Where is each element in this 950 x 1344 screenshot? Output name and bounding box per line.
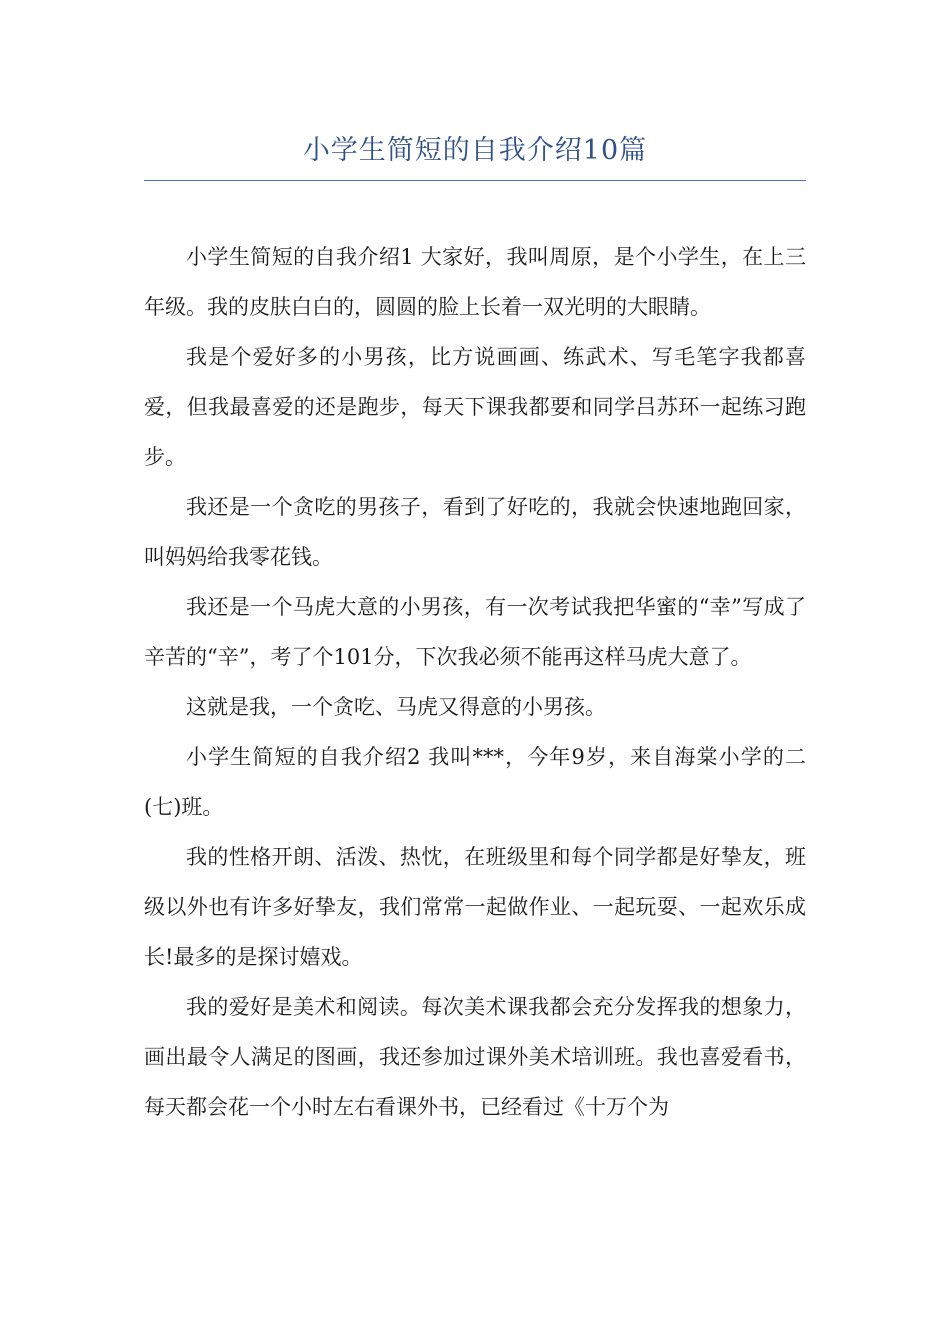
paragraph: 我的爱好是美术和阅读。每次美术课我都会充分发挥我的想象力，画出最令人满足的图画，我还参加过课外美术培训班。我也喜爱看书，每天都会花一个小时左右看课外书，已经看过《十万个为 <box>144 995 806 1119</box>
paragraph: 我还是一个贪吃的男孩子，看到了好吃的，我就会快速地跑回家，叫妈妈给我零花钱。 <box>144 495 806 569</box>
document-title: 小学生简短的自我介绍10篇 <box>302 135 648 166</box>
paragraph: 小学生简短的自我介绍2 我叫***，今年9岁，来自海棠小学的二(七)班。 <box>144 745 806 819</box>
paragraph: 我还是一个马虎大意的小男孩，有一次考试我把华蜜的“幸”写成了辛苦的“辛”，考了个101分，下次我必须不能再这样马虎大意了。 <box>144 595 806 669</box>
paragraph: 我是个爱好多的小男孩，比方说画画、练武术、写毛笔字我都喜爱，但我最喜爱的还是跑步，每天下课我都要和同学吕苏环一起练习跑步。 <box>144 345 806 469</box>
title-underline <box>144 180 806 181</box>
paragraph: 小学生简短的自我介绍1 大家好，我叫周原，是个小学生，在上三年级。我的皮肤白白的，圆圆的脸上长着一双光明的大眼睛。 <box>144 245 806 319</box>
document-body <box>144 232 806 1132</box>
paragraph: 我的性格开朗、活泼、热忱，在班级里和每个同学都是好挚友，班级以外也有许多好挚友，我们常常一起做作业、一起玩耍、一起欢乐成长!最多的是探讨嬉戏。 <box>144 845 806 969</box>
paragraph: 这就是我，一个贪吃、马虎又得意的小男孩。 <box>186 695 606 719</box>
